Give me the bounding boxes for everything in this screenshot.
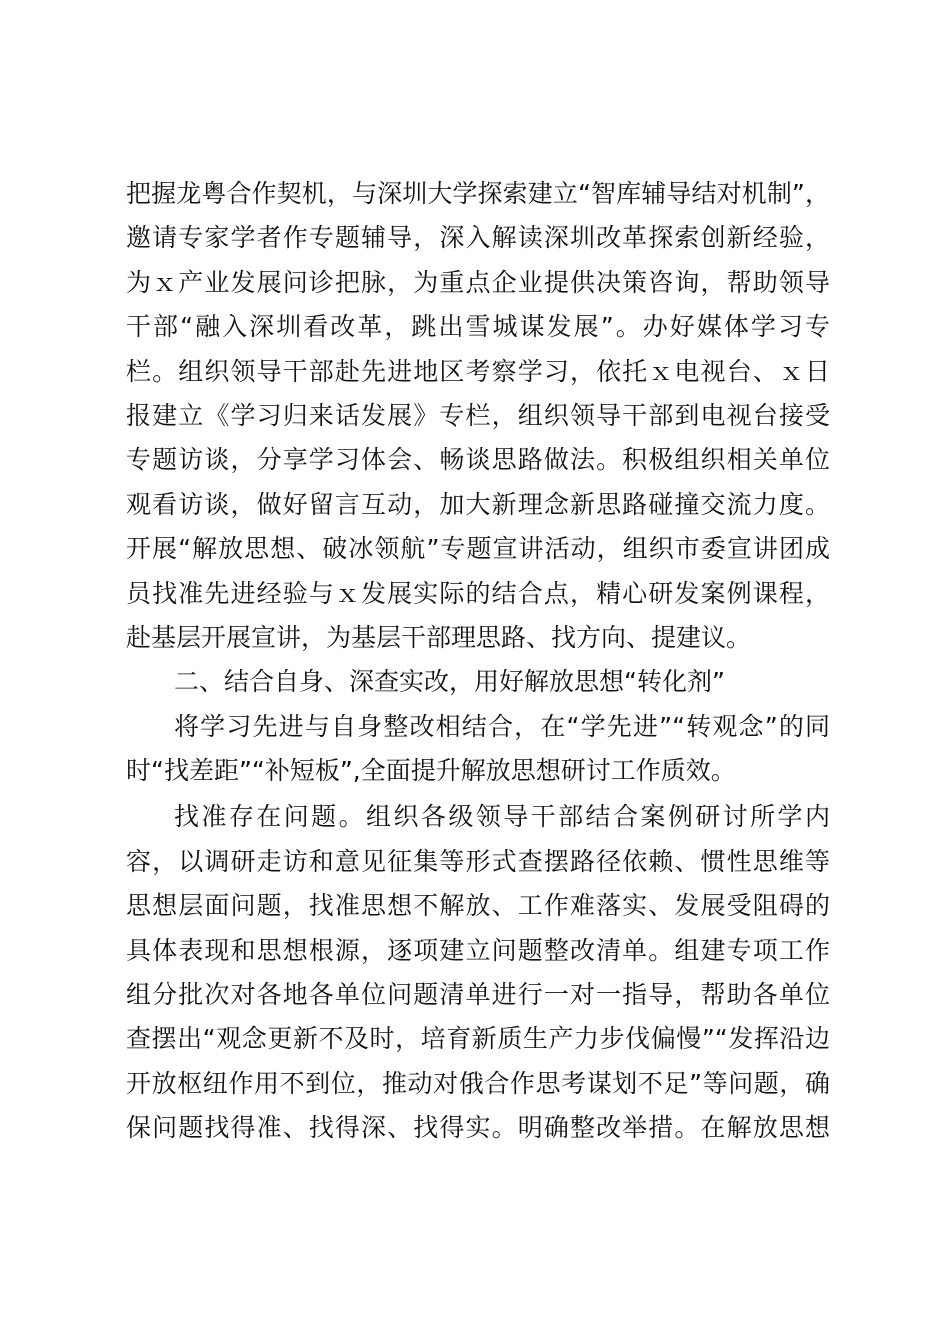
section-heading: 二、结合自身、深查实改，用好解放思想“转化剂” — [174, 667, 725, 697]
text-line: 容，以调研走访和意见征集等形式查摆路径依赖、惯性思维等 — [126, 846, 830, 876]
text-line: 开展“解放思想、破冰领航”专题宣讲活动，组织市委宣讲团成 — [126, 534, 830, 564]
text-line: 时“找差距”“补短板”,全面提升解放思想研讨工作质效。 — [126, 756, 736, 786]
text-line: 报建立《学习归来话发展》专栏，组织领导干部到电视台接受 — [126, 400, 830, 430]
text-line: 将学习先进与自身整改相结合，在“学先进”“转观念”的同 — [174, 711, 830, 741]
text-line: 干部“融入深圳看改革，跳出雪城谋发展”。办好媒体学习专 — [126, 312, 830, 342]
text-line: 观看访谈，做好留言互动，加大新理念新思路碰撞交流力度。 — [126, 489, 830, 519]
text-line: 员找准先进经验与ｘ发展实际的结合点，精心研发案例课程， — [126, 578, 830, 608]
text-line: 为ｘ产业发展问诊把脉，为重点企业提供决策咨询，帮助领导 — [126, 267, 830, 297]
text-line: 查摆出“观念更新不及时，培育新质生产力步伐偏慢”“发挥沿边 — [126, 1024, 830, 1054]
text-line: 找准存在问题。组织各级领导干部结合案例研讨所学内 — [174, 802, 830, 832]
text-line: 思想层面问题，找准思想不解放、工作难落实、发展受阻碍的 — [126, 891, 830, 921]
text-line: 邀请专家学者作专题辅导，深入解读深圳改革探索创新经验， — [126, 223, 830, 253]
text-line: 保问题找得准、找得深、找得实。明确整改举措。在解放思想 — [126, 1113, 830, 1143]
text-line: 组分批次对各地各单位问题清单进行一对一指导，帮助各单位 — [126, 980, 830, 1010]
paragraph-1 — [126, 172, 830, 660]
text-line: 专题访谈，分享学习体会、畅谈思路做法。积极组织相关单位 — [126, 445, 830, 475]
text-line: 栏。组织领导干部赴先进地区考察学习，依托ｘ电视台、ｘ日 — [126, 356, 830, 386]
text-line: 赴基层开展宣讲，为基层干部理思路、找方向、提建议。 — [126, 622, 752, 652]
paragraph-2 — [126, 705, 830, 794]
text-line: 把握龙粤合作契机，与深圳大学探索建立“智库辅导结对机制”， — [126, 179, 830, 208]
document-page — [126, 172, 830, 1151]
text-line: 具体表现和思想根源，逐项建立问题整改清单。组建专项工作 — [126, 935, 830, 965]
paragraph-3 — [126, 795, 830, 1150]
text-line: 开放枢纽作用不到位，推动对俄合作思考谋划不足”等问题，确 — [126, 1068, 830, 1098]
